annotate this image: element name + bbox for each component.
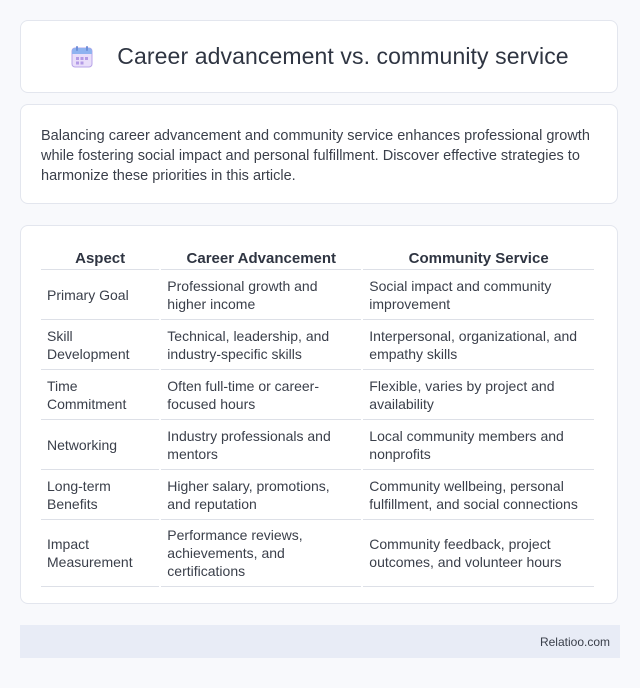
table-cell-aspect: Impact Measurement xyxy=(41,520,159,587)
table-cell-community: Community feedback, project outcomes, and volunteer hours xyxy=(363,520,594,587)
table-cell-career: Technical, leadership, and industry-specific skills xyxy=(161,320,361,370)
table-cell-career: Often full-time or career-focused hours xyxy=(161,370,361,420)
footer-brand[interactable]: Relatioo.com xyxy=(539,634,610,649)
table-row xyxy=(41,320,594,370)
table-cell-aspect: Skill Development xyxy=(41,320,159,370)
page-title: Career advancement vs. community service xyxy=(117,43,569,69)
table-cell-career: Industry professionals and mentors xyxy=(161,420,361,470)
table-cell-career: Professional growth and higher income xyxy=(161,270,361,320)
table-cell-aspect: Long-term Benefits xyxy=(41,470,159,520)
footer xyxy=(20,625,620,658)
table-row xyxy=(41,520,594,587)
table-cell-aspect: Primary Goal xyxy=(41,270,159,320)
table-cell-community: Interpersonal, organizational, and empathy skills xyxy=(363,320,594,370)
column-header-community-service: Community Service xyxy=(363,244,594,270)
intro-card xyxy=(20,104,618,204)
title-card xyxy=(20,20,618,93)
calendar-icon xyxy=(69,44,95,70)
table-cell-career: Performance reviews, achievements, and certifications xyxy=(161,520,361,587)
table-cell-aspect: Time Commitment xyxy=(41,370,159,420)
table-cell-community: Local community members and nonprofits xyxy=(363,420,594,470)
table-header-row xyxy=(41,244,594,270)
comparison-table-card xyxy=(20,225,618,604)
column-header-career-advancement: Career Advancement xyxy=(161,244,361,270)
comparison-table xyxy=(39,244,596,587)
table-cell-community: Flexible, varies by project and availability xyxy=(363,370,594,420)
table-row xyxy=(41,420,594,470)
table-row xyxy=(41,470,594,520)
table-row xyxy=(41,370,594,420)
column-header-aspect: Aspect xyxy=(41,244,159,270)
table-cell-career: Higher salary, promotions, and reputation xyxy=(161,470,361,520)
intro-text: Balancing career advancement and community service enhances professional growth while fostering social impact and personal fulfillment. Discover effective strategies to harmonize these priorities in this article. xyxy=(41,128,590,184)
table-row xyxy=(41,270,594,320)
table-cell-community: Community wellbeing, personal fulfillment, and social connections xyxy=(363,470,594,520)
table-cell-community: Social impact and community improvement xyxy=(363,270,594,320)
table-cell-aspect: Networking xyxy=(41,420,159,470)
